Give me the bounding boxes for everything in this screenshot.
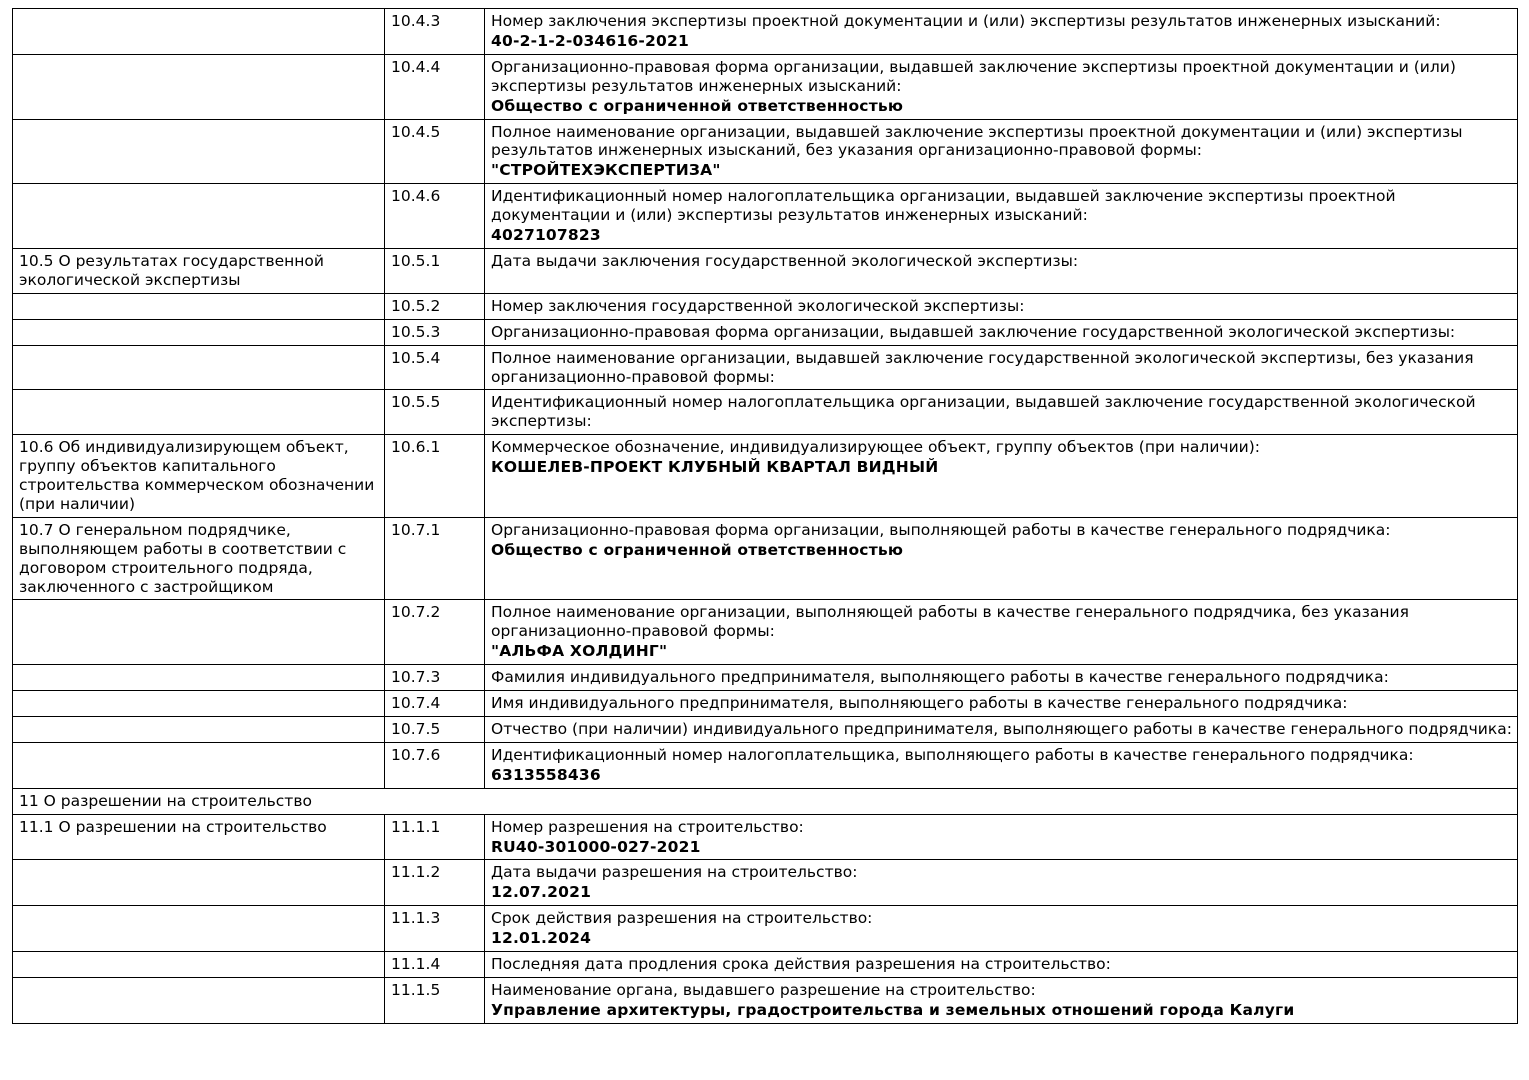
- table-row: [13, 742, 1518, 788]
- table-row: [13, 860, 1518, 906]
- row-text: Организационно-правовая форма организации, выдавшей заключение государственной экологической экспертизы:: [491, 322, 1456, 341]
- table-row: [13, 319, 1518, 345]
- row-body: [485, 814, 1518, 860]
- row-section: [13, 742, 385, 788]
- row-code: 10.6.1: [385, 435, 485, 518]
- row-body: [485, 977, 1518, 1023]
- row-text: Полное наименование организации, выдавшей заключение экспертизы проектной документации и (или) экспертизы результатов инженерных изысканий, без указания организационно-правовой формы:: [491, 122, 1463, 160]
- table-row: [13, 54, 1518, 119]
- row-text: Идентификационный номер налогоплательщика, выполняющего работы в качестве генерального подрядчика:: [491, 745, 1414, 764]
- row-section: [13, 600, 385, 665]
- table-row: [13, 906, 1518, 952]
- row-text: Идентификационный номер налогоплательщика организации, выдавшей заключение экспертизы проектной документации и (или) экспертизы результатов инженерных изысканий:: [491, 187, 1396, 225]
- row-code: 11.1.3: [385, 906, 485, 952]
- row-body: [485, 184, 1518, 249]
- row-body: [485, 665, 1518, 691]
- row-section: [13, 665, 385, 691]
- row-text: Наименование органа, выдавшего разрешение на строительство:: [491, 980, 1036, 999]
- row-value: Управление архитектуры, градостроительства и земельных отношений города Калуги: [491, 1000, 1295, 1019]
- table-row: [13, 814, 1518, 860]
- row-value: "АЛЬФА ХОЛДИНГ": [491, 642, 668, 661]
- row-body: [485, 860, 1518, 906]
- table-row: [13, 390, 1518, 435]
- table-row: [13, 517, 1518, 600]
- row-value: 12.07.2021: [491, 883, 592, 902]
- row-section: 11.1 О разрешении на строительство: [13, 814, 385, 860]
- row-body: [485, 248, 1518, 293]
- row-text: Номер заключения государственной экологической экспертизы:: [491, 296, 1025, 315]
- row-section: [13, 977, 385, 1023]
- row-body: [485, 319, 1518, 345]
- row-body: [485, 119, 1518, 184]
- row-code: 10.7.3: [385, 665, 485, 691]
- row-value: Общество с ограниченной ответственностью: [491, 540, 904, 559]
- section-header-row: [13, 788, 1518, 814]
- row-code: 10.7.4: [385, 691, 485, 717]
- row-code: 10.7.1: [385, 517, 485, 600]
- row-body: [485, 691, 1518, 717]
- row-code: 10.7.6: [385, 742, 485, 788]
- row-section: [13, 319, 385, 345]
- row-text: Полное наименование организации, выдавшей заключение государственной экологической экспертизы, без указания организационно-правовой формы:: [491, 348, 1474, 386]
- row-body: [485, 717, 1518, 743]
- row-section: [13, 691, 385, 717]
- row-value: Общество с ограниченной ответственностью: [491, 96, 904, 115]
- table-row: [13, 184, 1518, 249]
- row-section: [13, 184, 385, 249]
- row-section: [13, 293, 385, 319]
- section-header-label: 11 О разрешении на строительство: [13, 788, 1518, 814]
- row-code: 10.7.2: [385, 600, 485, 665]
- declaration-table: [12, 8, 1518, 1024]
- row-body: [485, 517, 1518, 600]
- row-section: [13, 119, 385, 184]
- row-text: Организационно-правовая форма организации, выдавшей заключение экспертизы проектной документации и (или) экспертизы результатов инженерных изысканий:: [491, 57, 1456, 95]
- row-text: Организационно-правовая форма организации, выполняющей работы в качестве генерального подрядчика:: [491, 520, 1391, 539]
- row-value: 4027107823: [491, 226, 601, 245]
- row-text: Срок действия разрешения на строительство:: [491, 909, 873, 928]
- table-row: [13, 691, 1518, 717]
- row-body: [485, 9, 1518, 55]
- table-row: [13, 665, 1518, 691]
- row-code: 10.4.4: [385, 54, 485, 119]
- row-code: 11.1.4: [385, 952, 485, 978]
- table-row: [13, 717, 1518, 743]
- row-code: 11.1.1: [385, 814, 485, 860]
- row-text: Отчество (при наличии) индивидуального предпринимателя, выполняющего работы в качестве генерального подрядчика:: [491, 720, 1512, 738]
- row-code: 10.7.5: [385, 717, 485, 743]
- table-row: [13, 119, 1518, 184]
- table-row: [13, 248, 1518, 293]
- row-text: Последняя дата продления срока действия разрешения на строительство:: [491, 955, 1111, 974]
- row-section: 10.7 О генеральном подрядчике, выполняющем работы в соответствии с договором строительного подряда, заключенного с застройщиком: [13, 517, 385, 600]
- row-body: [485, 390, 1518, 435]
- row-body: [485, 600, 1518, 665]
- row-section: [13, 906, 385, 952]
- row-body: [485, 293, 1518, 319]
- row-section: [13, 54, 385, 119]
- row-text: Номер заключения экспертизы проектной документации и (или) экспертизы результатов инженерных изысканий:: [491, 12, 1441, 30]
- row-code: 10.5.2: [385, 293, 485, 319]
- table-body-part1: [13, 9, 1518, 1024]
- row-section: [13, 9, 385, 55]
- row-text: Фамилия индивидуального предпринимателя, выполняющего работы в качестве генерального подрядчика:: [491, 668, 1389, 687]
- row-value: 12.01.2024: [491, 929, 592, 948]
- row-text: Идентификационный номер налогоплательщика организации, выдавшей заключение государственной экологической экспертизы:: [491, 393, 1476, 431]
- table-row: [13, 435, 1518, 518]
- row-value: КОШЕЛЕВ-ПРОЕКТ КЛУБНЫЙ КВАРТАЛ ВИДНЫЙ: [491, 458, 939, 477]
- row-code: 10.5.3: [385, 319, 485, 345]
- row-text: Номер разрешения на строительство:: [491, 817, 804, 836]
- row-code: 10.5.1: [385, 248, 485, 293]
- row-text: Дата выдачи разрешения на строительство:: [491, 863, 858, 882]
- row-code: 10.4.6: [385, 184, 485, 249]
- table-row: [13, 600, 1518, 665]
- row-code: 10.5.5: [385, 390, 485, 435]
- row-text: Дата выдачи заключения государственной экологической экспертизы:: [491, 251, 1079, 270]
- row-body: [485, 345, 1518, 390]
- row-code: 10.5.4: [385, 345, 485, 390]
- row-value: 6313558436: [491, 765, 601, 784]
- row-value: "СТРОЙТЕХЭКСПЕРТИЗА": [491, 161, 721, 180]
- table-row: [13, 9, 1518, 55]
- row-body: [485, 906, 1518, 952]
- row-text: Полное наименование организации, выполняющей работы в качестве генерального подрядчика, без указания организационно-правовой формы:: [491, 603, 1409, 641]
- table-row: [13, 293, 1518, 319]
- row-code: 10.4.3: [385, 9, 485, 55]
- row-body: [485, 54, 1518, 119]
- row-section: [13, 345, 385, 390]
- table-row: [13, 952, 1518, 978]
- row-section: 10.6 Об индивидуализирующем объект, группу объектов капитального строительства коммерческом обозначении (при наличии): [13, 435, 385, 518]
- row-section: [13, 717, 385, 743]
- row-body: [485, 435, 1518, 518]
- row-body: [485, 742, 1518, 788]
- row-section: [13, 390, 385, 435]
- row-section: 10.5 О результатах государственной экологической экспертизы: [13, 248, 385, 293]
- row-section: [13, 952, 385, 978]
- table-row: [13, 345, 1518, 390]
- row-text: Имя индивидуального предпринимателя, выполняющего работы в качестве генерального подрядчика:: [491, 694, 1348, 713]
- row-section: [13, 860, 385, 906]
- table-row: [13, 977, 1518, 1023]
- row-code: 11.1.2: [385, 860, 485, 906]
- row-value: 40-2-1-2-034616-2021: [491, 31, 689, 50]
- row-value: RU40-301000-027-2021: [491, 837, 701, 856]
- row-text: Коммерческое обозначение, индивидуализирующее объект, группу объектов (при наличии):: [491, 438, 1260, 457]
- row-code: 10.4.5: [385, 119, 485, 184]
- row-code: 11.1.5: [385, 977, 485, 1023]
- row-body: [485, 952, 1518, 978]
